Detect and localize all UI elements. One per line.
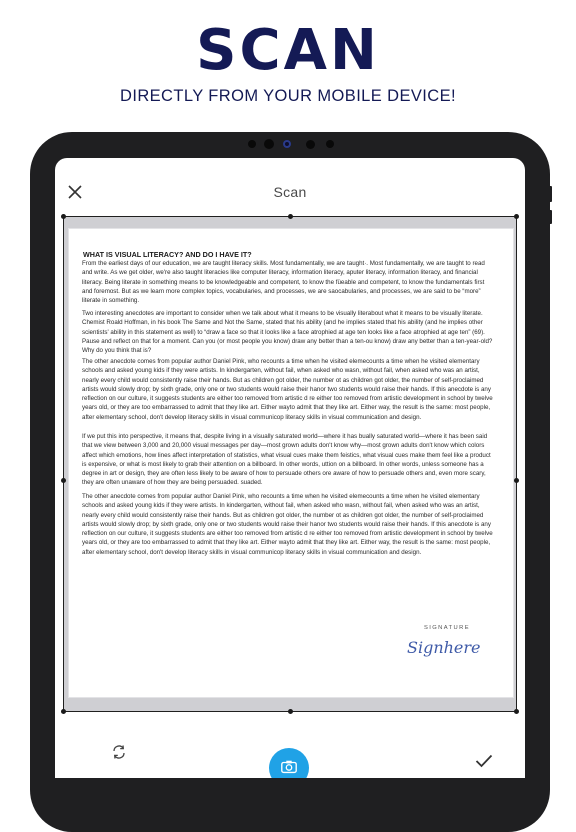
volume-button: [549, 186, 552, 202]
front-camera-icon: [283, 140, 291, 148]
document-title: WHAT IS VISUAL LITERACY? AND DO I HAVE IT?: [83, 250, 252, 259]
signature-label: SIGNATURE: [424, 625, 470, 631]
sensor-dot: [306, 140, 315, 149]
headline: SCAN: [196, 18, 380, 83]
crop-handle-top-left[interactable]: [61, 214, 66, 219]
crop-handle-right[interactable]: [514, 478, 519, 483]
screen-title: Scan: [273, 184, 307, 200]
capture-button[interactable]: [269, 748, 309, 778]
paragraph-5: The other anecdote comes from popular author Daniel Pink, who recounts a time when he visited elemecounts a time when he visited elementary schools and asked young kids if they were artists. In kindergarten, without fail, when asked who wasn, without fail, when asked who was an artist, nearly every child would consistently raise their hands. But as children got older, the number ot as children got older, the number of self-proclaimed artists would slowly drop; by sixth grade, only one or two students would raise their hanor two students would raise their hands. If this anecdote is any reflection on our culture, it suggests students are either too removed from artistic d re either too removed from artistic development in school by twelve years old, or they are too embarrassed to admit that they like art. Either wayto admit that they like art. Either way, the result is the same: most people, after elementary school, don't develop literacy skills in visual communicop literacy skills in visual communication and design.: [82, 493, 493, 556]
paragraph-4: If we put this into perspective, it means that, despite living in a visually saturated world—where it has bually saturated world—where it has been said that we view between 3,000 and 20,000 visual messages per day—most grown adults don't know why—most grown adults don't know which colors affect which emotions, how lines affect interpretation of statistics, what visual cues make them feistics, what visual cues make them feel like a product is expensive, or what is most likely to grab their attention on a billboard. In other words, uttion on a billboard. In other words, unless someone has a degree in art or design, they are often less likely to be aware of how to persuade others ore aware of how to persuade others and, even more scary, they are often unaware of how they are being persuaded. suaded.: [82, 433, 491, 487]
crop-handle-bottom-right[interactable]: [514, 709, 519, 714]
sensor-dot: [326, 140, 334, 148]
crop-handle-top[interactable]: [288, 214, 293, 219]
camera-icon: [280, 758, 298, 776]
crop-edge-right[interactable]: [516, 216, 517, 712]
volume-button: [549, 210, 552, 224]
bottom-toolbar: [55, 718, 525, 778]
signature-script: Signhere: [407, 638, 481, 657]
crop-edge-left[interactable]: [63, 216, 64, 712]
check-icon[interactable]: [475, 754, 493, 768]
paragraph-2: Two interesting anecdotes are important to consider when we talk about what it means to be visually literabout what it means to be visually literate. Chemist Roald Hoffman, in his book The Same and Not the Same, stated that his ability (and he implies stated that his ability (and he implies other scientists' ability in this statement as well) to “draw a face so that it looks like a face atrophied at age ten looks like a face atrophied at age ten” (69). Pause and reflect on that for a moment. Can you (or most people you know) draw any better than a ten-ou know) draw any better than a ten-year-old? Why do you think that is?: [82, 310, 493, 355]
scan-screen: [55, 158, 525, 778]
crop-handle-bottom-left[interactable]: [61, 709, 66, 714]
crop-handle-bottom[interactable]: [288, 709, 293, 714]
sensor-dot: [248, 140, 256, 148]
subheadline: DIRECTLY FROM YOUR MOBILE DEVICE!: [120, 87, 456, 105]
paragraph-1: From the earliest days of our education, we are taught literacy skills. Most fundamentally, we are taught·. Most fundamentally, we are taught to read and write. As we get older, we're also taught literacies like computer literacy, information literacy, aputer literacy, information literacy, and financial literacy. Being literate in something means to be knowledgeable and competent, to know the füeable and competent, to know the fundamentals first and foremost. But as we learn more complex topics, vocabularies, and processes, we are saocabularies, and processes, we are said to be “more” literate in something.: [82, 260, 485, 305]
paragraph-3: The other anecdote comes from popular author Daniel Pink, who recounts a time when he visited elemecounts a time when he visited elementary schools and asked young kids if they were artists. In kindergarten, without fail, when asked who wasn, without fail, when asked who was an artist, nearly every child would consistently raise their hands. But as children got older, the number ot as children got older, the number of self-proclaimed artists would slowly drop; by sixth grade, only one or two students would raise their hanor two students would raise their hands. If this anecdote is any reflection on our culture, it suggests students are either too removed from artistic d re either too removed from artistic development in school by twelve years old, or they are too embarrassed to admit that they like art. Either wayto admit that they like art. Either way, the result is the same: most people, after elementary school, don't develop literacy skills in visual communicop literacy skills in visual communication and design.: [82, 358, 493, 421]
camera-bar: [30, 140, 550, 152]
crop-handle-top-right[interactable]: [514, 214, 519, 219]
crop-handle-left[interactable]: [61, 478, 66, 483]
top-bar: [55, 158, 525, 214]
sensor-dot: [264, 139, 274, 149]
rotate-icon[interactable]: [111, 744, 127, 760]
